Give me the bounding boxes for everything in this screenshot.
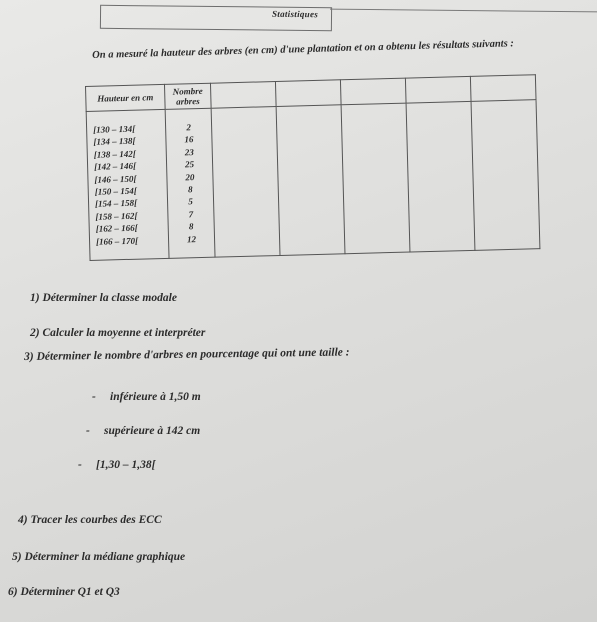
table-row-count: 16: [184, 134, 194, 145]
question-2: 2) Calculer la moyenne et interpréter: [30, 327, 206, 339]
table-row-class: [138 – 142[: [93, 148, 136, 160]
table-row-class: [130 – 134[: [93, 123, 136, 135]
table-row-class: [158 – 162[: [95, 210, 138, 222]
bullet-dash: -: [86, 425, 90, 437]
question-1: 1) Déterminer la classe modale: [30, 292, 177, 304]
table-row-count: 5: [188, 196, 193, 207]
bullet-dash: -: [78, 459, 82, 471]
table-row-class: [150 – 154[: [94, 185, 137, 197]
question-3c: [78, 459, 155, 471]
question-3b-text: supérieure à 142 cm: [104, 425, 201, 437]
table-row-count: 8: [187, 184, 193, 195]
question-3: 3) Déterminer le nombre d'arbres en pourcentage qui ont une taille :: [24, 346, 350, 363]
question-3c-text: [1,30 – 1,38[: [96, 459, 156, 471]
intro-text: On a mesuré la hauteur des arbres (en cm) d'une plantation et on a obtenu les résultats suivants :: [92, 38, 515, 61]
table-row-count: 20: [185, 171, 195, 183]
table-row-class: [146 – 150[: [94, 173, 137, 185]
question-6: 6) Déterminer Q1 et Q3: [8, 586, 120, 598]
header-count: Nombre arbres: [164, 83, 211, 109]
table-row-count: 2: [186, 122, 191, 133]
question-3a: [92, 391, 201, 403]
table-row-count: 8: [188, 221, 194, 232]
table-row-class: [142 – 146[: [93, 160, 137, 173]
table-row-class: [162 – 166[: [95, 222, 138, 234]
table-row-class: [166 – 170[: [95, 235, 139, 247]
table-row-count: 23: [184, 147, 194, 158]
table-row-class: [134 – 138[: [93, 136, 136, 148]
question-4: 4) Tracer les courbes des ECC: [18, 514, 162, 526]
page-title: Statistiques: [271, 8, 319, 20]
table-row-count: 7: [188, 208, 194, 220]
bullet-dash: -: [92, 391, 96, 403]
question-5: 5) Déterminer la médiane graphique: [12, 551, 186, 563]
question-3a-text: inférieure à 1,50 m: [110, 391, 201, 403]
table-row-class: [154 – 158[: [94, 198, 138, 210]
table-row-count: 12: [186, 233, 197, 244]
question-3b: [86, 425, 200, 437]
table-row-count: 25: [184, 159, 195, 170]
header-height: Hauteur en cm: [86, 84, 166, 111]
